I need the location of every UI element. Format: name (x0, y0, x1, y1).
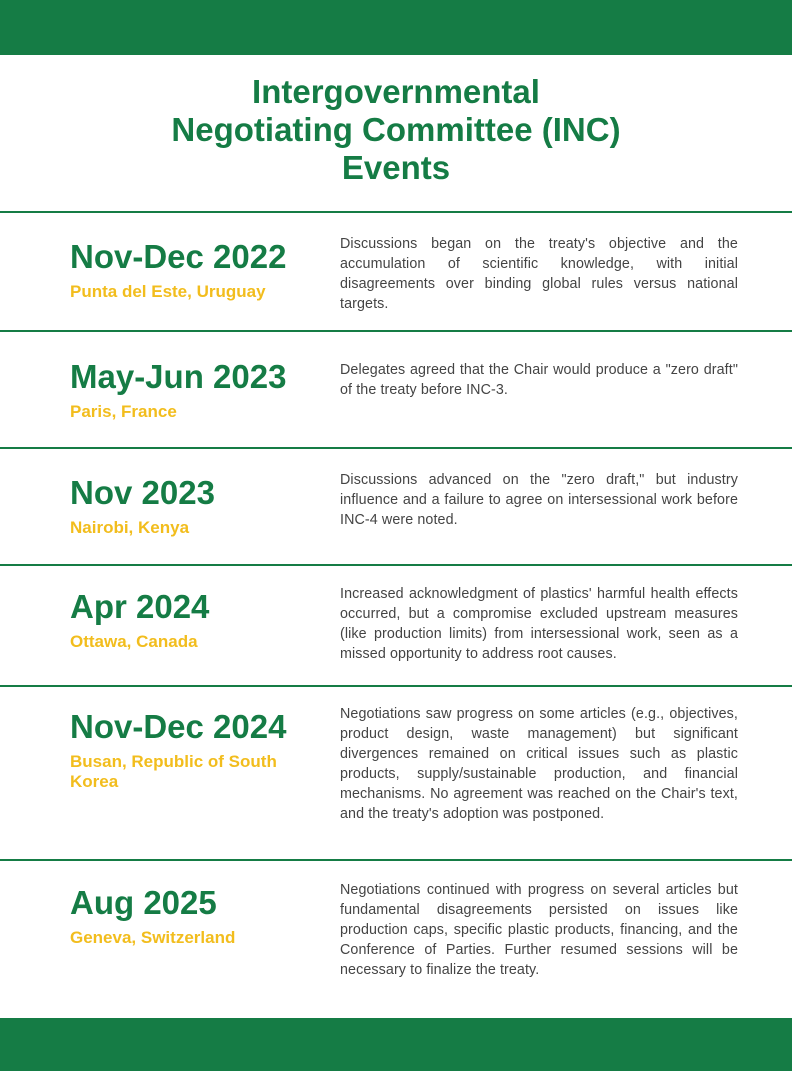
event-date: May-Jun 2023 (70, 358, 287, 395)
event-date: Apr 2024 (70, 588, 210, 625)
divider (0, 447, 792, 449)
divider (0, 211, 792, 213)
event-date: Nov-Dec 2024 (70, 708, 287, 745)
event-location: Punta del Este, Uruguay (70, 282, 266, 301)
event-description: Discussions began on the treaty's objective and the accumulation of scientific knowledge, with initial disagreements over binding global rules versus national targets. (340, 236, 738, 312)
event-location: Nairobi, Kenya (70, 518, 190, 537)
page-title (0, 73, 792, 187)
event-description: Discussions advanced on the "zero draft," but industry influence and a failure to agree on intersessional work before INC-4 were noted. (340, 472, 738, 528)
event-description: Negotiations continued with progress on several articles but fundamental disagreements persisted on issues like production caps, specific plastic products, financing, and the Conference of Parties. Further resumed sessions will be necessary to finalize the treaty. (340, 882, 738, 978)
event-date: Aug 2025 (70, 884, 217, 921)
bottom-banner (0, 1018, 792, 1071)
event-description: Negotiations saw progress on some articles (e.g., objectives, product design, waste management) but significant divergences remained on critical issues such as plastic products, supply/sustainable production, and financial mechanisms. No agreement was reached on the Chair's text, and the treaty's adoption was postponed. (340, 706, 738, 822)
event-description: Delegates agreed that the Chair would produce a "zero draft" of the treaty before INC-3. (340, 362, 738, 398)
event-location: Paris, France (70, 402, 177, 421)
top-banner (0, 0, 792, 55)
event-date: Nov 2023 (70, 474, 215, 511)
divider (0, 330, 792, 332)
event-location: Geneva, Switzerland (70, 928, 236, 947)
divider (0, 685, 792, 687)
title-line-2: Negotiating Committee (INC) (171, 111, 621, 148)
divider (0, 859, 792, 861)
event-location: Ottawa, Canada (70, 632, 198, 651)
divider (0, 564, 792, 566)
event-date: Nov-Dec 2022 (70, 238, 287, 275)
title-line-3: Events (341, 149, 451, 186)
event-location: Busan, Republic of South Korea (70, 752, 277, 791)
title-line-1: Intergovernmental (252, 73, 540, 110)
event-description: Increased acknowledgment of plastics' harmful health effects occurred, but a compromise excluded upstream measures (like production limits) from intersessional work, seen as a missed opportunity to address root causes. (340, 586, 738, 662)
